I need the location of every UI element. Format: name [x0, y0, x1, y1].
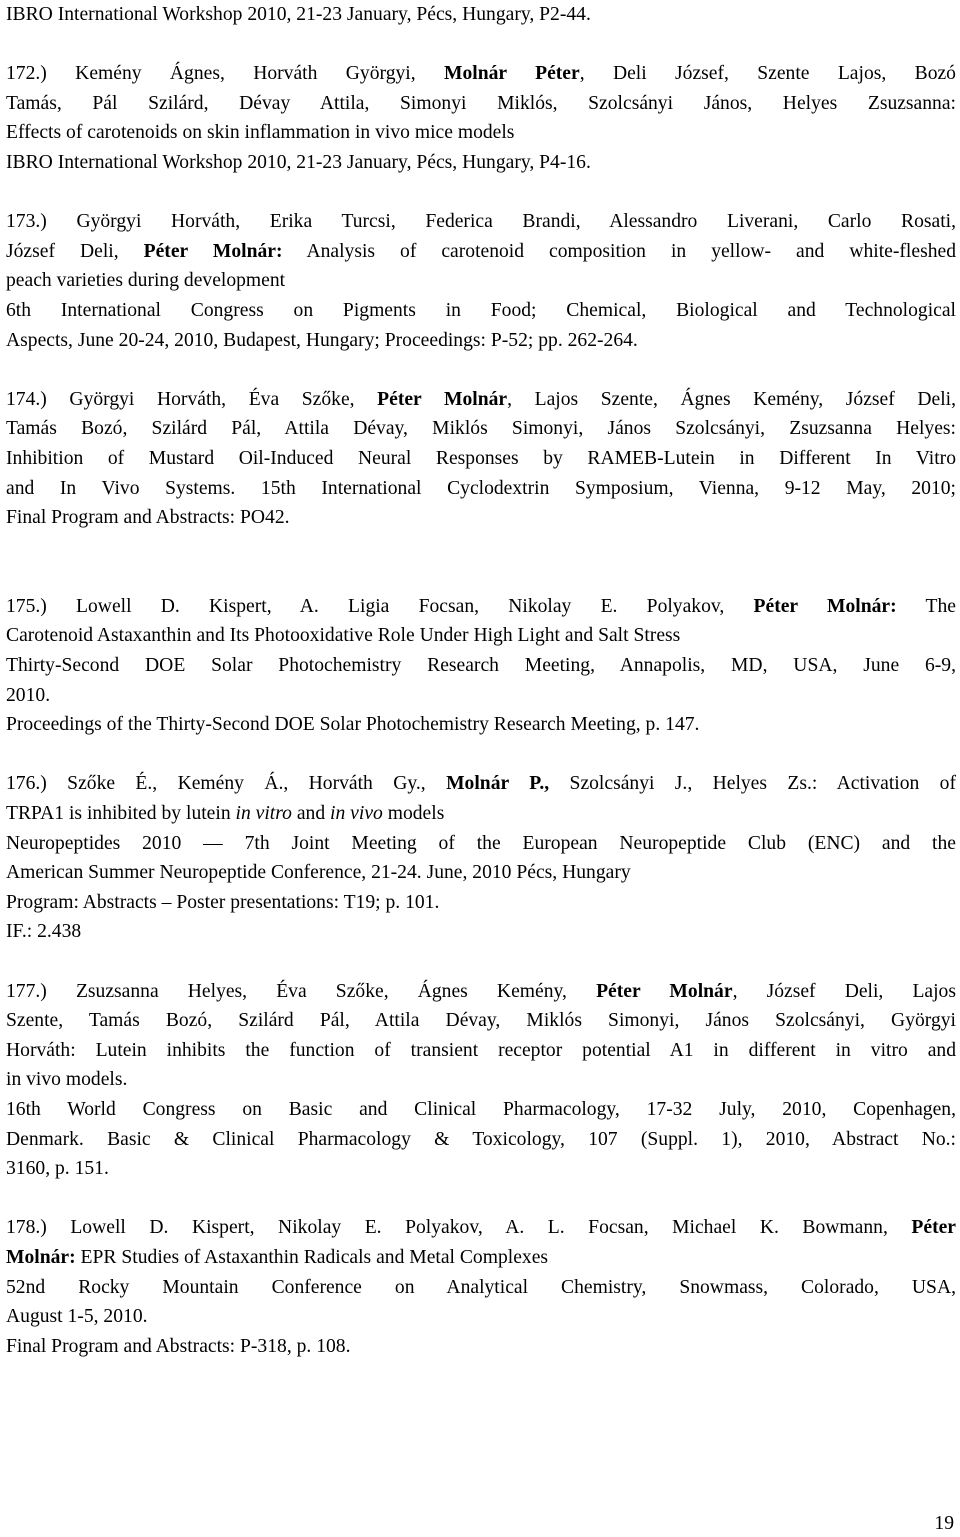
publication-entry-172 — [6, 59, 956, 177]
publication-entry-176 — [6, 769, 956, 947]
entry-line: 3160, p. 151. — [6, 1158, 109, 1180]
entry-line: 172.) Kemény Ágnes, Horváth Györgyi, Molnár Péter, Deli József, Szente Lajos, Bozó — [6, 63, 956, 85]
publication-entry-174 — [6, 385, 956, 533]
entry-line: 6th International Congress on Pigments in Food; Chemical, Biological and Technological — [6, 299, 956, 321]
entry-line: 173.) Györgyi Horváth, Erika Turcsi, Federica Brandi, Alessandro Liverani, Carlo Rosati, — [6, 211, 956, 233]
entry-line: Horváth: Lutein inhibits the function of transient receptor potential A1 in different in vitro and — [6, 1039, 956, 1061]
entry-line: 16th World Congress on Basic and Clinical Pharmacology, 17-32 July, 2010, Copenhagen, — [6, 1098, 956, 1120]
entry-line: peach varieties during development — [6, 270, 286, 292]
publication-entry-175 — [6, 592, 956, 740]
entry-line: 176.) Szőke É., Kemény Á., Horváth Gy., Molnár P., Szolcsányi J., Helyes Zs.: Activation of — [6, 773, 956, 795]
entry-line: Tamás, Pál Szilárd, Dévay Attila, Simonyi Miklós, Szolcsányi János, Helyes Zsuzsanna: — [6, 92, 956, 114]
entry-line: 2010. — [6, 684, 51, 706]
spacer — [6, 30, 956, 60]
entry-line: Carotenoid Astaxanthin and Its Photooxidative Role Under High Light and Salt Stress — [6, 625, 681, 647]
entry-line: Molnár: EPR Studies of Astaxanthin Radicals and Metal Complexes — [6, 1246, 549, 1268]
entry-line: Aspects, June 20-24, 2010, Budapest, Hungary; Proceedings: P-52; pp. 262-264. — [6, 329, 638, 351]
entry-line: 52nd Rocky Mountain Conference on Analytical Chemistry, Snowmass, Colorado, USA, — [6, 1276, 956, 1298]
spacer — [6, 533, 956, 592]
publication-entry-173 — [6, 207, 956, 355]
entry-line: Neuropeptides 2010 — 7th Joint Meeting of the European Neuropeptide Club (ENC) and the — [6, 832, 956, 854]
entry-line: American Summer Neuropeptide Conference, 21-24. June, 2010 Pécs, Hungary — [6, 862, 631, 884]
entry-line: and In Vivo Systems. 15th International Cyclodextrin Symposium, Vienna, 9-12 May, 2010; — [6, 477, 956, 499]
spacer — [6, 740, 956, 770]
entry-line: Program: Abstracts – Poster presentations: T19; p. 101. — [6, 891, 440, 913]
publication-entry-178 — [6, 1213, 956, 1361]
spacer — [6, 355, 956, 385]
entry-line: TRPA1 is inhibited by lutein in vitro and in vivo models — [6, 803, 445, 825]
entry-line: Tamás Bozó, Szilárd Pál, Attila Dévay, Miklós Simonyi, János Szolcsányi, Zsuzsanna Helyes: — [6, 418, 956, 440]
spacer — [6, 1184, 956, 1214]
header-line: IBRO International Workshop 2010, 21-23 January, Pécs, Hungary, P2-44. — [6, 4, 591, 25]
entry-line: Proceedings of the Thirty-Second DOE Solar Photochemistry Research Meeting, p. 147. — [6, 714, 700, 736]
spacer — [6, 178, 956, 208]
entry-line: Final Program and Abstracts: P-318, p. 108. — [6, 1335, 351, 1357]
entry-line: Inhibition of Mustard Oil-Induced Neural Responses by RAMEB-Lutein in Different In Vitro — [6, 447, 956, 469]
entry-line: Final Program and Abstracts: PO42. — [6, 507, 290, 529]
entry-line: IBRO International Workshop 2010, 21-23 January, Pécs, Hungary, P4-16. — [6, 151, 591, 173]
entry-line: József Deli, Péter Molnár: Analysis of carotenoid composition in yellow- and white-fleshed — [6, 240, 956, 262]
entry-line: Thirty-Second DOE Solar Photochemistry Research Meeting, Annapolis, MD, USA, June 6-9, — [6, 655, 956, 677]
spacer — [6, 947, 956, 977]
page-number: 19 — [934, 1513, 954, 1534]
entry-line: in vivo models. — [6, 1069, 128, 1091]
entry-line: IF.: 2.438 — [6, 921, 82, 943]
entry-line: 174.) Györgyi Horváth, Éva Szőke, Péter Molnár, Lajos Szente, Ágnes Kemény, József Deli, — [6, 388, 956, 410]
entry-line: Effects of carotenoids on skin inflammation in vivo mice models — [6, 122, 515, 144]
entry-line: 175.) Lowell D. Kispert, A. Ligia Focsan, Nikolay E. Polyakov, Péter Molnár: The — [6, 595, 956, 617]
entry-line: Szente, Tamás Bozó, Szilárd Pál, Attila Dévay, Miklós Simonyi, János Szolcsányi, Györgyi — [6, 1010, 956, 1032]
entry-line: 177.) Zsuzsanna Helyes, Éva Szőke, Ágnes Kemény, Péter Molnár, József Deli, Lajos — [6, 980, 956, 1002]
entry-line: 178.) Lowell D. Kispert, Nikolay E. Polyakov, A. L. Focsan, Michael K. Bowmann, Péter — [6, 1217, 956, 1239]
publication-entry-177 — [6, 977, 956, 1184]
entry-line: August 1-5, 2010. — [6, 1306, 148, 1328]
document-page — [6, 0, 956, 1361]
entry-line: Denmark. Basic & Clinical Pharmacology & Toxicology, 107 (Suppl. 1), 2010, Abstract No.: — [6, 1128, 956, 1150]
